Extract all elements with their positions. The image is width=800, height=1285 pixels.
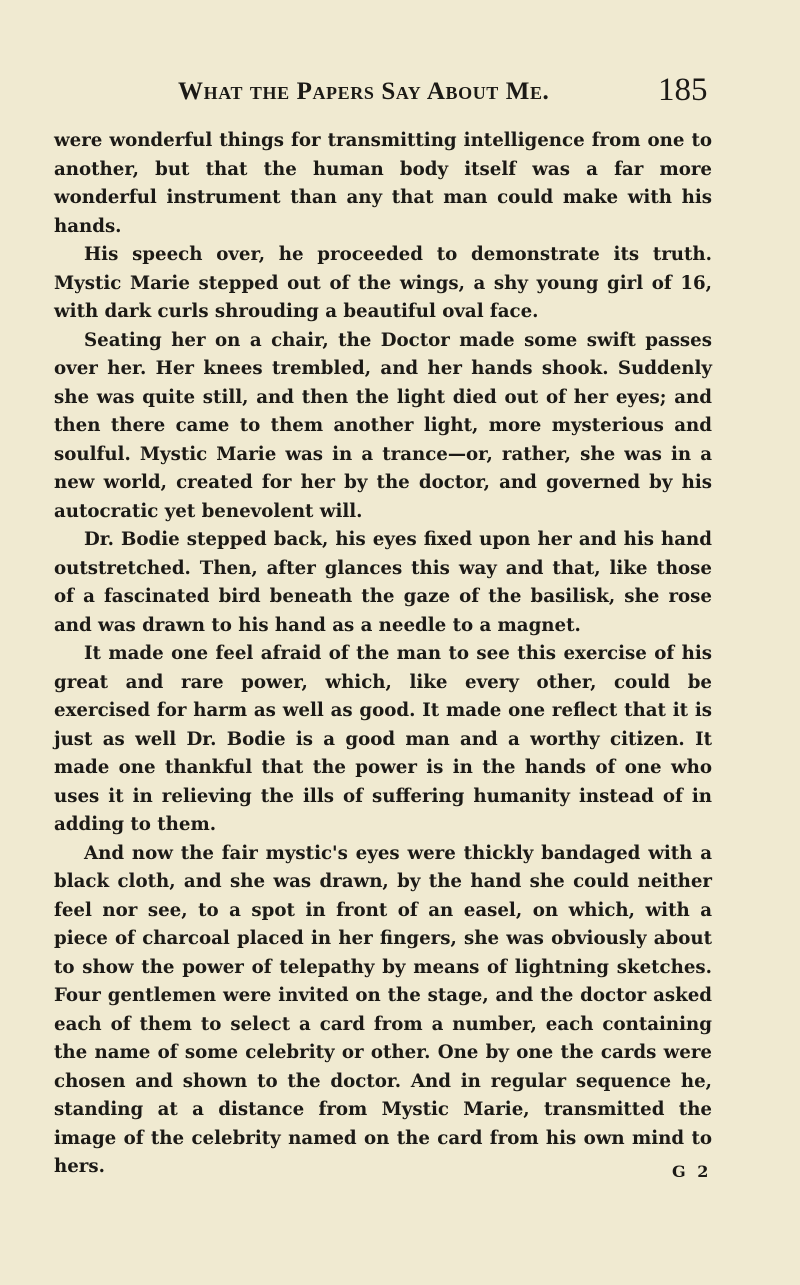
paragraph: And now the fair mystic's eyes were thickly bandaged with a black cloth, and she was drawn, by the hand she could neither feel nor see, to a spot in front of an easel, on which, with a piece of charcoal placed in her fingers, she was obviously about to show the power of telepathy by means of lightning sketches. Four gentlemen were invited on the stage, and the doctor asked each of them to select a card from a number, each containing the name of some celebrity or other. One by one the cards were chosen and shown to the doctor. And in regular sequence he, standing at a distance from Mystic Marie, transmitted the image of the celebrity named on the card from his own mind to hers. — [54, 842, 712, 1177]
paragraph: It made one feel afraid of the man to see this exercise of his great and rare power, which, like every other, could be exercised for harm as well as good. It made one reflect that it is just as well Dr. Bodie is a good man and a worthy citizen. It made one thankful that the power is in the hands of one who uses it in relieving the ills of suffering humanity instead of in adding to them. — [54, 643, 712, 835]
running-head — [0, 72, 800, 116]
running-title: What the Papers Say About Me. — [178, 78, 550, 105]
paragraph: His speech over, he proceeded to demonstrate its truth. Mystic Marie stepped out of the wings, a shy young girl of 16, with dark curls shrouding a beautiful oval face. — [54, 244, 712, 322]
paragraph: Dr. Bodie stepped back, his eyes fixed upon her and his hand outstretched. Then, after glances this way and that, like those of a fascinated bird beneath the gaze of the basilisk, she rose and was drawn to his hand as a needle to a magnet. — [54, 529, 712, 636]
paragraph: Seating her on a chair, the Doctor made some swift passes over her. Her knees trembled, and her hands shook. Suddenly she was quite still, and then the light died out of her eyes; and then there came to them another light, more mysterious and soulful. Mystic Marie was in a trance—or, rather, she was in a new world, created for her by the doctor, and governed by his autocratic yet benevolent will. — [54, 329, 712, 522]
page-number: 185 — [658, 72, 708, 108]
paragraph-continued: were wonderful things for transmitting intelligence from one to another, but that the human body itself was a far more wonderful instrument than any that man could make with his hands. — [54, 130, 712, 237]
signature-mark: G 2 — [672, 1162, 712, 1181]
body-text — [54, 127, 712, 1182]
